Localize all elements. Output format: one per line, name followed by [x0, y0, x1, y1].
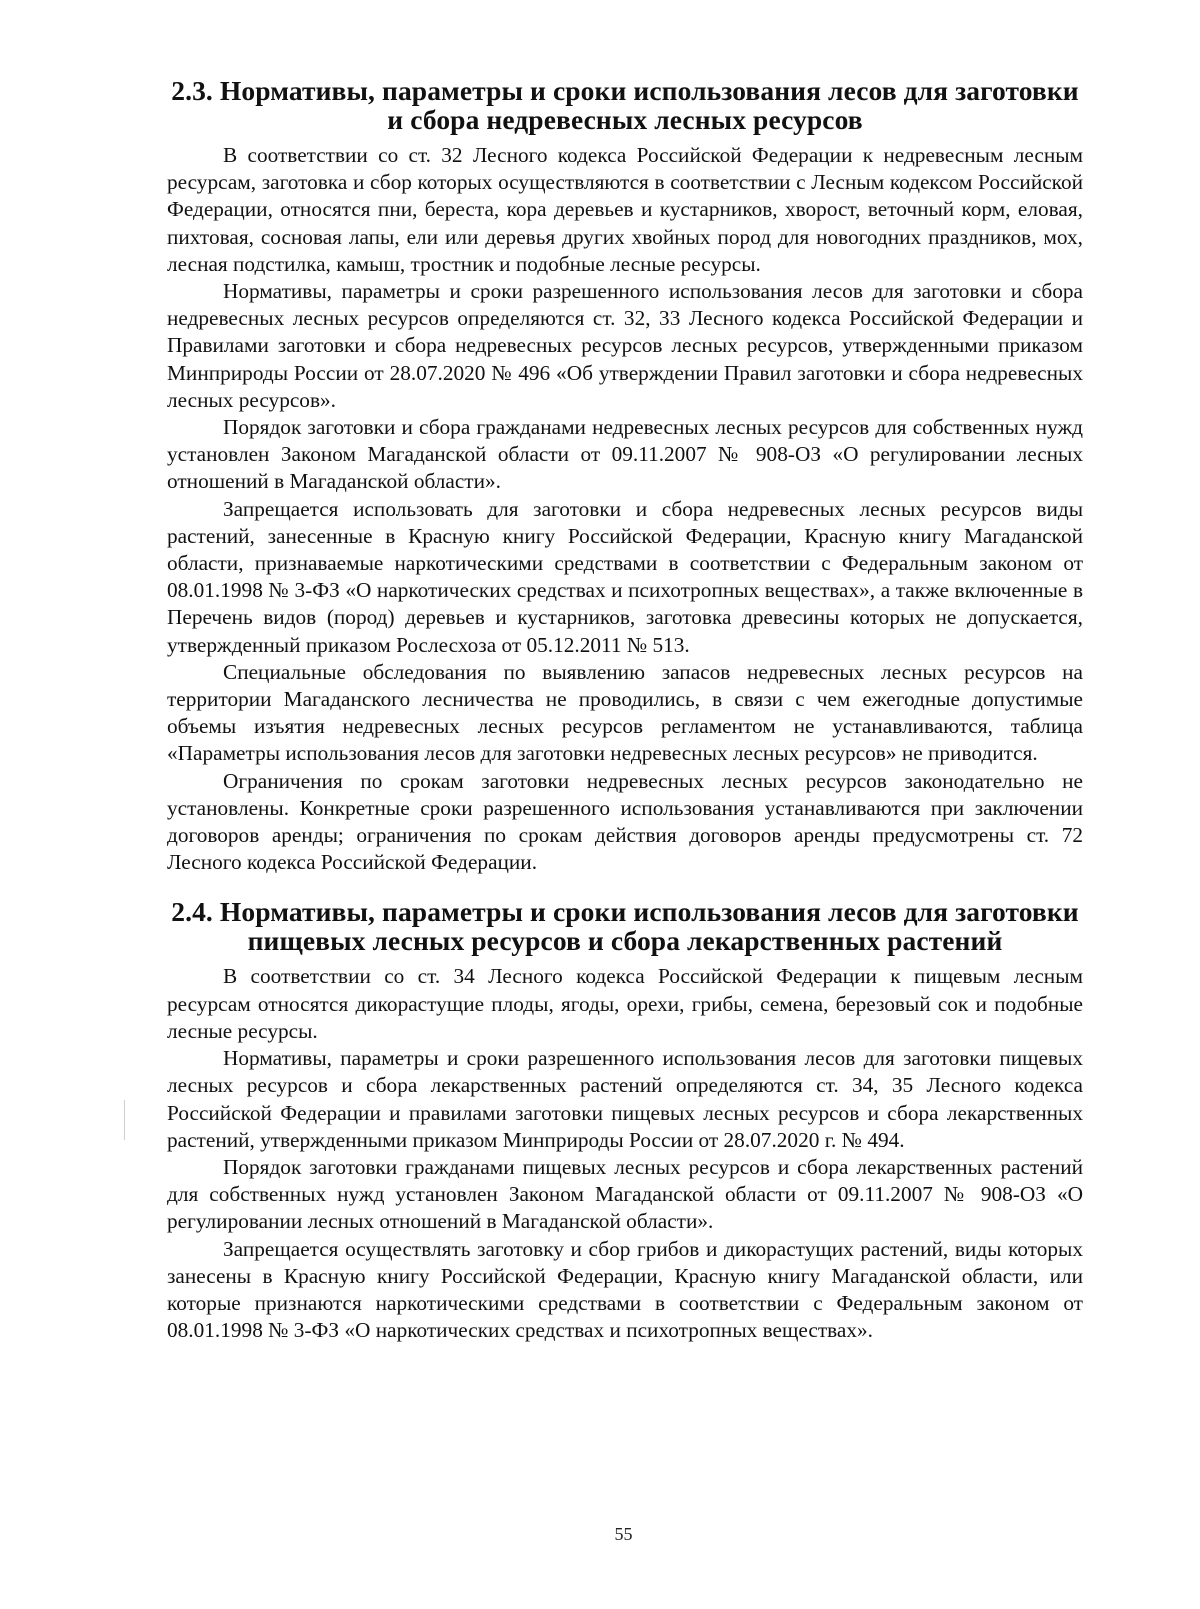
section-2-4-paragraph-3: Порядок заготовки гражданами пищевых лесных ресурсов и сбора лекарственных растений для собственных нужд установлен Законом Магаданской области от 09.11.2007 № 908-ОЗ «О регулировании лесных отношений в Магаданской области». — [167, 1154, 1083, 1234]
section-2-3-paragraph-3: Порядок заготовки и сбора гражданами недревесных лесных ресурсов для собственных нужд установлен Законом Магаданской области от 09.11.2007 № 908-ОЗ «О регулировании лесных отношений в Магаданской области». — [167, 415, 1083, 494]
section-2-3-paragraph-4: Запрещается использовать для заготовки и сбора недревесных лесных ресурсов виды растений, занесенные в Красную книгу Российской Федерации, Красную книгу Магаданской области, признаваемые наркотическими средствами в соответствии с Федеральным законом от 08.01.1998 № 3-ФЗ «О наркотических средствах и психотропных веществах», а также включенные в Перечень видов (пород) деревьев и кустарников, заготовка древесины которых не допускается, утвержденный приказом Рослесхоза от 05.12.2011 № 513. — [167, 496, 1083, 657]
section-2-3-paragraph-6: Ограничения по срокам заготовки недревесных лесных ресурсов законодательно не установлены. Конкретные сроки разрешенного использования устанавливаются при заключении договоров аренды; ограничения по срокам действия договоров аренды предусмотрены ст. 72 Лесного кодекса Российской Федерации. — [167, 768, 1083, 875]
section-2-3-title-line-1: 2.3. Нормативы, параметры и сроки использования лесов для заготовки — [171, 75, 1079, 106]
text-column — [167, 76, 1083, 1344]
section-2-4-paragraph-2: Нормативы, параметры и сроки разрешенного использования лесов для заготовки пищевых лесных ресурсов и сбора лекарственных растений определяются ст. 34, 35 Лесного кодекса Российской Федерации и правилами заготовки пищевых лесных ресурсов и сбора лекарственных растений, утвержденными приказом Минприроды России от 28.07.2020 г. № 494. — [167, 1046, 1083, 1152]
section-2-4-title-line-2: пищевых лесных ресурсов и сбора лекарственных растений — [247, 925, 1003, 957]
section-2-4-title — [167, 897, 1083, 955]
section-2-3-paragraph-5: Специальные обследования по выявлению запасов недревесных лесных ресурсов на территории Магаданского лесничества не проводились, в связи с чем ежегодные допустимые объемы изъятия недревесных лесных ресурсов регламентом не устанавливаются, таблица «Параметры использования лесов для заготовки недревесных лесных ресурсов» не приводится. — [167, 659, 1083, 766]
page-number: 55 — [614, 1524, 633, 1544]
section-2-3-paragraph-2: Нормативы, параметры и сроки разрешенного использования лесов для заготовки и сбора недревесных лесных ресурсов определяются ст. 32, 33 Лесного кодекса Российской Федерации и Правилами заготовки и сбора недревесных ресурсов лесных ресурсов, утвержденными приказом Минприроды России от 28.07.2020 № 496 «Об утверждении Правил заготовки и сбора недревесных лесных ресурсов». — [167, 279, 1083, 412]
section-2-4-title-line-1: 2.4. Нормативы, параметры и сроки использования лесов для заготовки — [171, 896, 1079, 928]
section-2-4-paragraph-1: В соответствии со ст. 34 Лесного кодекса Российской Федерации к пищевым лесным ресурсам относятся дикорастущие плоды, ягоды, орехи, грибы, семена, березовый сок и подобные лесные ресурсы. — [167, 964, 1083, 1043]
scan-margin-mark — [124, 1100, 125, 1140]
section-2-3-paragraph-1: В соответствии со ст. 32 Лесного кодекса Российской Федерации к недревесным лесным ресурсам, заготовка и сбор которых осуществляются в соответствии с Лесным кодексом Российской Федерации, относятся пни, береста, кора деревьев и кустарников, хворост, веточный корм, еловая, пихтовая, сосновая лапы, ели или деревья других хвойных пород для новогодних праздников, мох, лесная подстилка, камыш, тростник и подобные лесные ресурсы. — [167, 143, 1083, 276]
section-2-3-title-line-2: и сбора недревесных лесных ресурсов — [387, 104, 863, 135]
section-2-4-paragraph-4: Запрещается осуществлять заготовку и сбор грибов и дикорастущих растений, виды которых занесены в Красную книгу Российской Федерации, Красную книгу Магаданской области, или которые признаются наркотическими средствами в соответствии с Федеральным законом от 08.01.1998 № 3-ФЗ «О наркотических средствах и психотропных веществах». — [167, 1236, 1083, 1343]
section-2-3-title — [167, 76, 1083, 134]
